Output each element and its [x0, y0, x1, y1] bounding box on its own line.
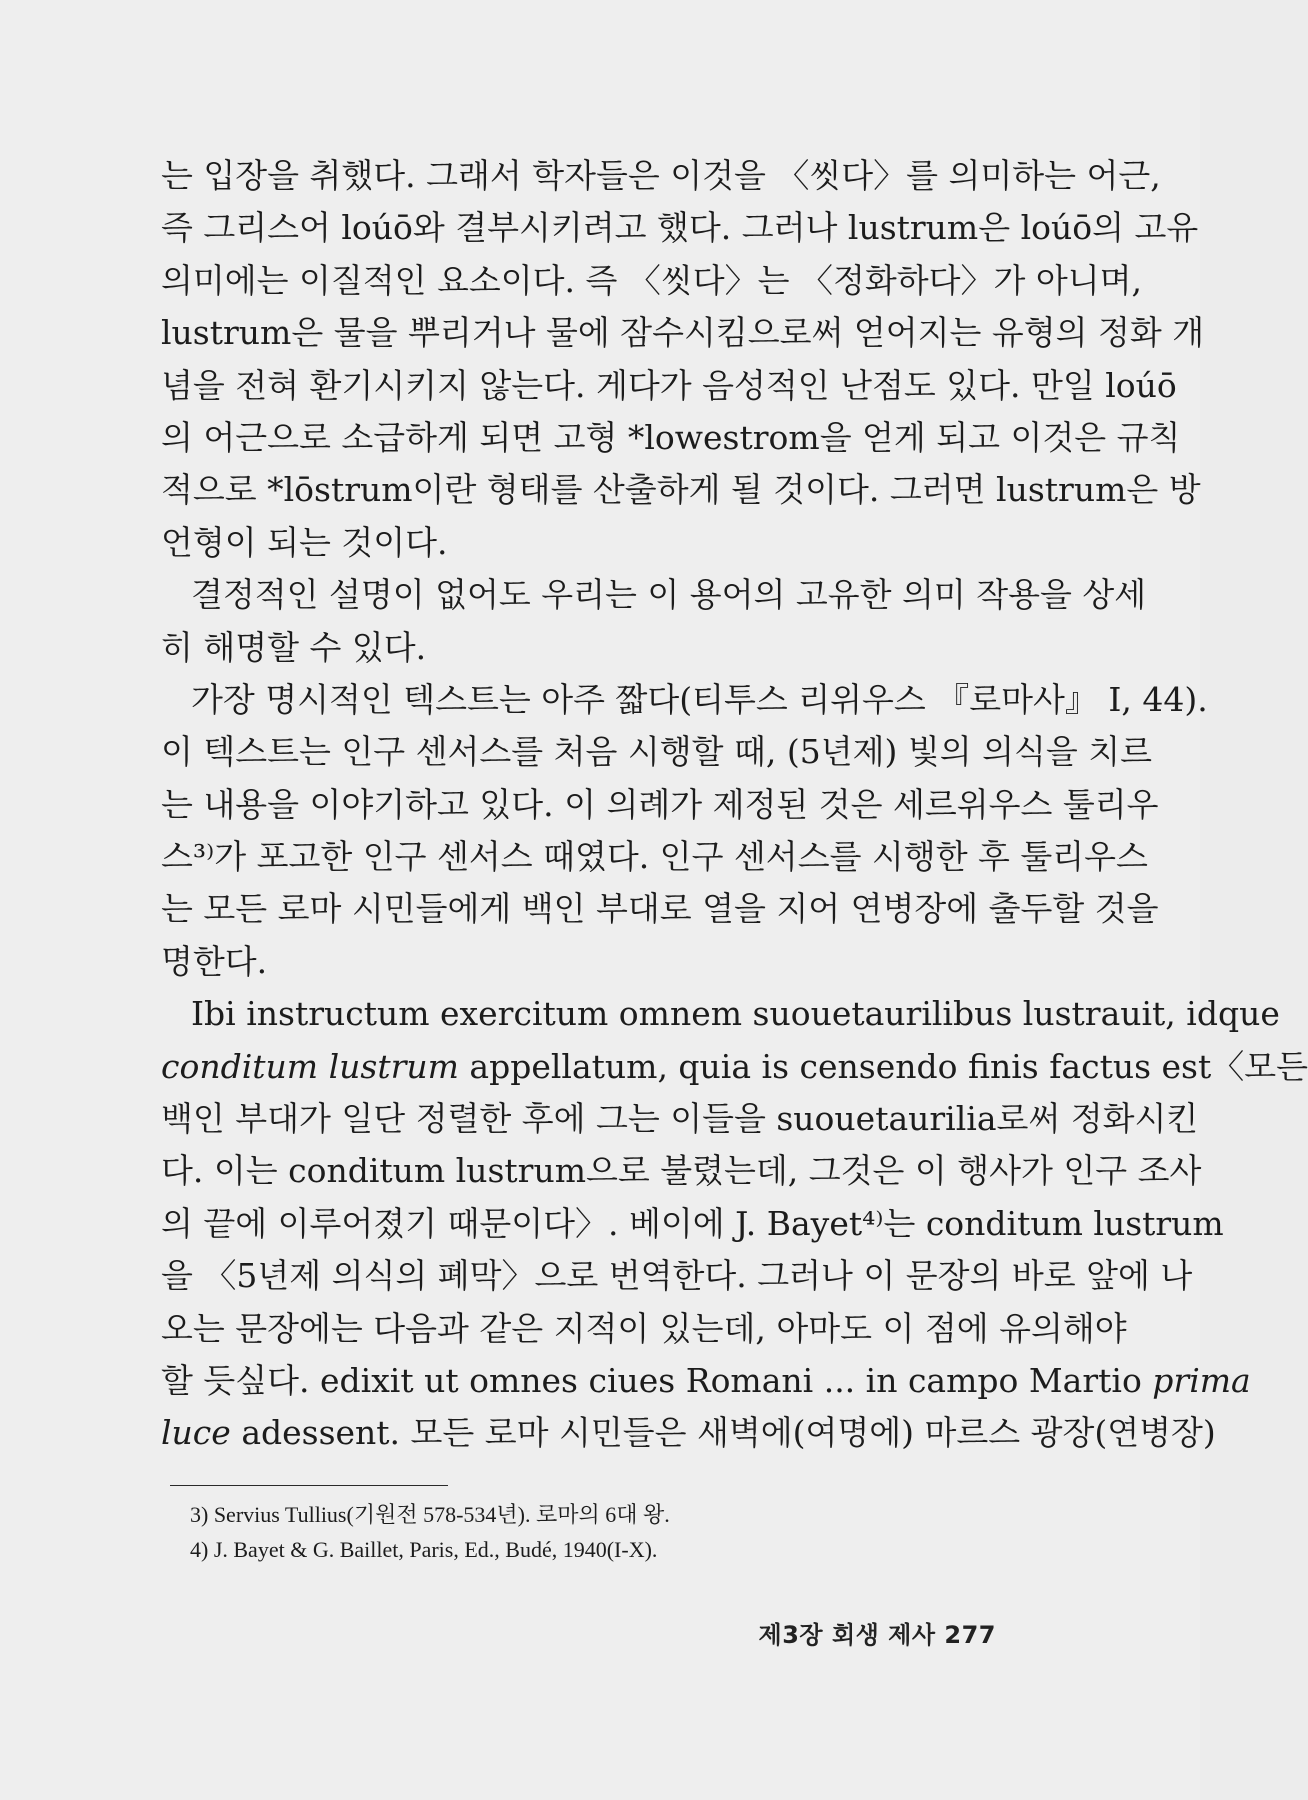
text-line: lustrum은 물을 뿌리거나 물에 잠수시킴으로써 얻어지는 유형의 정화 개: [161, 313, 1205, 353]
text-line: 오는 문장에는 다음과 같은 지적이 있는데, 아마도 이 점에 유의해야: [161, 1308, 1127, 1348]
footnote-4: 4) J. Bayet & G. Baillet, Paris, Ed., Budé, 1940(I-X).: [190, 1537, 658, 1562]
latin-text-line: Ibi instructum exercitum omnem suouetaurilibus lustrauit, idque: [191, 994, 1280, 1034]
text-line: 언형이 되는 것이다.: [161, 522, 448, 562]
text-line: 념을 전혀 환기시키지 않는다. 게다가 음성적인 난점도 있다. 만일 loúō: [161, 365, 1177, 405]
text-line: 는 모든 로마 시민들에게 백인 부대로 열을 지어 연병장에 출두할 것을: [161, 889, 1159, 929]
line-rest: adessent. 모든 로마 시민들은 새벽에(여명에) 마르스 광장(연병장): [230, 1413, 1216, 1453]
text-line: 는 내용을 이야기하고 있다. 이 의례가 제정된 것은 세르위우스 툴리우: [161, 784, 1159, 824]
text-line: [161, 1407, 1216, 1459]
latin-italic-phrase: conditum lustrum: [161, 1046, 459, 1086]
line-start: 할 듯싶다. edixit ut omnes ciues Romani ... in campo Martio: [161, 1360, 1153, 1400]
text-line: 즉 그리스어 loúō와 결부시키려고 했다. 그러나 lustrum은 loúō의 고유: [161, 208, 1199, 248]
footnote-3: 3) Servius Tullius(기원전 578-534년). 로마의 6대 왕.: [190, 1502, 670, 1527]
text-line: 는 입장을 취했다. 그래서 학자들은 이것을 〈씻다〉를 의미하는 어근,: [161, 156, 1161, 195]
latin-italic-phrase: luce: [161, 1413, 231, 1453]
text-line: 이 텍스트는 인구 센서스를 처음 시행할 때, (5년제) 빛의 의식을 치르: [161, 732, 1152, 772]
text-line: 의 끝에 이루어졌기 때문이다〉. 베이에 J. Bayet⁴⁾는 conditum lustrum: [161, 1203, 1224, 1243]
running-footer: 제3장 회생 제사 277: [758, 1621, 996, 1649]
text-line: 적으로 *lōstrum이란 형태를 산출하게 될 것이다. 그러면 lustrum은 방: [161, 470, 1201, 510]
text-line: 의 어근으로 소급하게 되면 고형 *lowestrom을 얻게 되고 이것은 규칙: [161, 417, 1181, 457]
text-line: 히 해명할 수 있다.: [161, 627, 427, 667]
text-line: 을 〈5년제 의식의 폐막〉으로 번역한다. 그러나 이 문장의 바로 앞에 나: [161, 1256, 1193, 1296]
text-line: 명한다.: [161, 941, 268, 981]
text-line: [161, 1355, 1251, 1407]
text-line: 백인 부대가 일단 정렬한 후에 그는 이들을 suouetaurilia로써 정화시킨: [161, 1099, 1199, 1139]
latin-continuation: appellatum, quia is censendo finis factus est〈모든: [458, 1046, 1308, 1086]
text-line: 의미에는 이질적인 요소이다. 즉 〈씻다〉는 〈정화하다〉가 아니며,: [161, 260, 1142, 300]
text-line: 가장 명시적인 텍스트는 아주 짧다(티투스 리위우스 『로마사』 I, 44).: [191, 679, 1208, 719]
text-line: 결정적인 설명이 없어도 우리는 이 용어의 고유한 의미 작용을 상세: [191, 575, 1147, 615]
text-line: 스³⁾가 포고한 인구 센서스 때였다. 인구 센서스를 시행한 후 툴리우스: [161, 837, 1148, 877]
text-line: 다. 이는 conditum lustrum으로 불렸는데, 그것은 이 행사가 인구 조사: [161, 1151, 1202, 1191]
body-text: [161, 150, 1308, 1460]
footnote-divider: [170, 1485, 448, 1486]
footnotes: [190, 1497, 990, 1567]
latin-italic-phrase: prima: [1152, 1360, 1251, 1400]
latin-text-line: [161, 1041, 1308, 1093]
